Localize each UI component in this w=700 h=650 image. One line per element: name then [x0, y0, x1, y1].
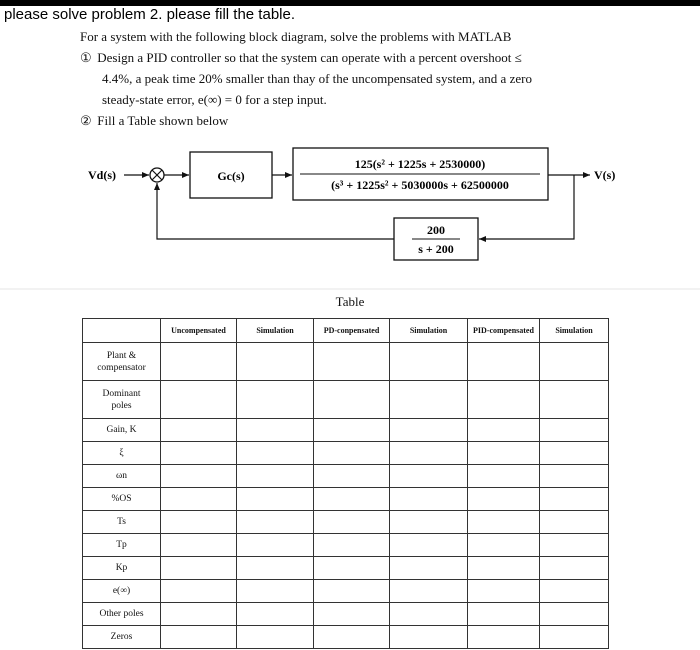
table-cell: [161, 534, 237, 557]
table-cell: [390, 442, 468, 465]
row-label: Zeros: [83, 626, 161, 649]
row-label: [83, 381, 161, 419]
table-row: [83, 465, 609, 488]
table-cell: [314, 343, 390, 381]
plant-denominator: (s³ + 1225s² + 5030000s + 62500000: [331, 178, 509, 192]
problem-intro: For a system with the following block diagram, solve the problems with MATLAB: [80, 29, 512, 44]
table-cell: [237, 626, 314, 649]
table-cell: [390, 534, 468, 557]
table-cell: [314, 419, 390, 442]
problem-item-2: [80, 110, 532, 131]
table-cell: [468, 534, 540, 557]
summing-junction: [150, 168, 164, 182]
table-cell: [314, 488, 390, 511]
row-label: Gain, K: [83, 419, 161, 442]
item-1-line-2: 4.4%, a peak time 20% smaller than thay of the uncompensated system, and a zero: [102, 71, 532, 86]
table-cell: [390, 488, 468, 511]
table-cell: [390, 557, 468, 580]
question-text: please solve problem 2. please fill the table.: [4, 6, 296, 23]
table-row: [83, 488, 609, 511]
table-cell: [161, 626, 237, 649]
table-cell: [161, 488, 237, 511]
table-cell: [237, 488, 314, 511]
table-cell: [161, 580, 237, 603]
table-cell: [468, 343, 540, 381]
table-header-row: [83, 319, 609, 343]
input-label: Vd(s): [88, 168, 117, 182]
table-cell: [314, 534, 390, 557]
controller-label: Gc(s): [217, 169, 245, 183]
table-cell: [540, 343, 609, 381]
feedback-numerator: 200: [427, 223, 445, 237]
row-label: ωn: [83, 465, 161, 488]
table-cell: [540, 557, 609, 580]
table-cell: [314, 381, 390, 419]
row-label: ξ: [83, 442, 161, 465]
feedback-denominator: s + 200: [418, 242, 454, 256]
table-cell: [540, 580, 609, 603]
table-row: [83, 603, 609, 626]
table-cell: [314, 557, 390, 580]
table-cell: [314, 465, 390, 488]
header-pd-compensated: PD-conpensated: [314, 319, 390, 343]
table-cell: [468, 603, 540, 626]
table-cell: [161, 419, 237, 442]
table-cell: [540, 603, 609, 626]
table-cell: [237, 442, 314, 465]
table-cell: [390, 343, 468, 381]
table-cell: [468, 488, 540, 511]
table-cell: [237, 580, 314, 603]
table-cell: [237, 603, 314, 626]
table-row: [83, 557, 609, 580]
table-cell: [390, 603, 468, 626]
row-label-line-1: Dominant: [102, 388, 141, 399]
table-cell: [468, 419, 540, 442]
header-cell: [83, 319, 161, 343]
table-cell: [390, 626, 468, 649]
block-diagram: [70, 138, 630, 268]
row-label-line-2: compensator: [97, 362, 146, 373]
table-cell: [237, 465, 314, 488]
table-cell: [468, 442, 540, 465]
item-2-number: ②: [80, 113, 92, 128]
table-cell: [314, 580, 390, 603]
table-cell: [161, 465, 237, 488]
table-cell: [314, 442, 390, 465]
problem-item-1: [80, 47, 532, 68]
table-cell: [468, 626, 540, 649]
table-cell: [237, 419, 314, 442]
table-cell: [390, 381, 468, 419]
table-cell: [540, 511, 609, 534]
header-pid-compensated: PID-compensated: [468, 319, 540, 343]
table-cell: [314, 626, 390, 649]
row-label-line-2: poles: [111, 400, 132, 411]
table-cell: [540, 488, 609, 511]
table-cell: [314, 603, 390, 626]
row-label-line-1: Plant &: [106, 350, 137, 361]
header-simulation: Simulation: [237, 319, 314, 343]
item-2-text: Fill a Table shown below: [97, 113, 229, 128]
table-cell: [390, 465, 468, 488]
table-cell: [468, 580, 540, 603]
item-1-number: ①: [80, 50, 92, 65]
results-table: [82, 318, 609, 649]
table-row: [83, 511, 609, 534]
table-cell: [468, 557, 540, 580]
problem-statement: [80, 26, 532, 131]
table-cell: [468, 381, 540, 419]
output-label: V(s): [594, 168, 616, 182]
table-cell: [161, 442, 237, 465]
table-row: [83, 580, 609, 603]
table-row: [83, 442, 609, 465]
table-cell: [314, 511, 390, 534]
table-cell: [237, 557, 314, 580]
table-cell: [237, 343, 314, 381]
table-row: [83, 626, 609, 649]
row-label: %OS: [83, 488, 161, 511]
table-cell: [161, 381, 237, 419]
table-cell: [390, 511, 468, 534]
item-1-line-3: steady-state error, e(∞) = 0 for a step input.: [102, 92, 327, 107]
header-uncompensated: Uncompensated: [161, 319, 237, 343]
table-cell: [237, 534, 314, 557]
row-label: e(∞): [83, 580, 161, 603]
item-1-line-1: Design a PID controller so that the system can operate with a percent overshoot ≤: [97, 50, 522, 65]
table-row: [83, 534, 609, 557]
table-row: [83, 381, 609, 419]
row-label: Kp: [83, 557, 161, 580]
table-title: Table: [335, 294, 365, 309]
table-cell: [468, 511, 540, 534]
table-cell: [161, 511, 237, 534]
table-cell: [161, 603, 237, 626]
table-cell: [540, 381, 609, 419]
table-cell: [161, 557, 237, 580]
section-divider: [0, 288, 700, 290]
table-cell: [540, 534, 609, 557]
row-label: [83, 343, 161, 381]
table-cell: [237, 381, 314, 419]
header-simulation: Simulation: [540, 319, 609, 343]
row-label: Tp: [83, 534, 161, 557]
table-cell: [161, 343, 237, 381]
table-cell: [390, 419, 468, 442]
table-cell: [540, 626, 609, 649]
table-cell: [468, 465, 540, 488]
row-label: Ts: [83, 511, 161, 534]
table-cell: [237, 511, 314, 534]
plant-numerator: 125(s² + 1225s + 2530000): [354, 157, 486, 171]
table-row: [83, 343, 609, 381]
table-row: [83, 419, 609, 442]
table-cell: [540, 442, 609, 465]
header-simulation: Simulation: [390, 319, 468, 343]
table-cell: [390, 580, 468, 603]
table-cell: [540, 419, 609, 442]
table-cell: [540, 465, 609, 488]
row-label: Other poles: [83, 603, 161, 626]
